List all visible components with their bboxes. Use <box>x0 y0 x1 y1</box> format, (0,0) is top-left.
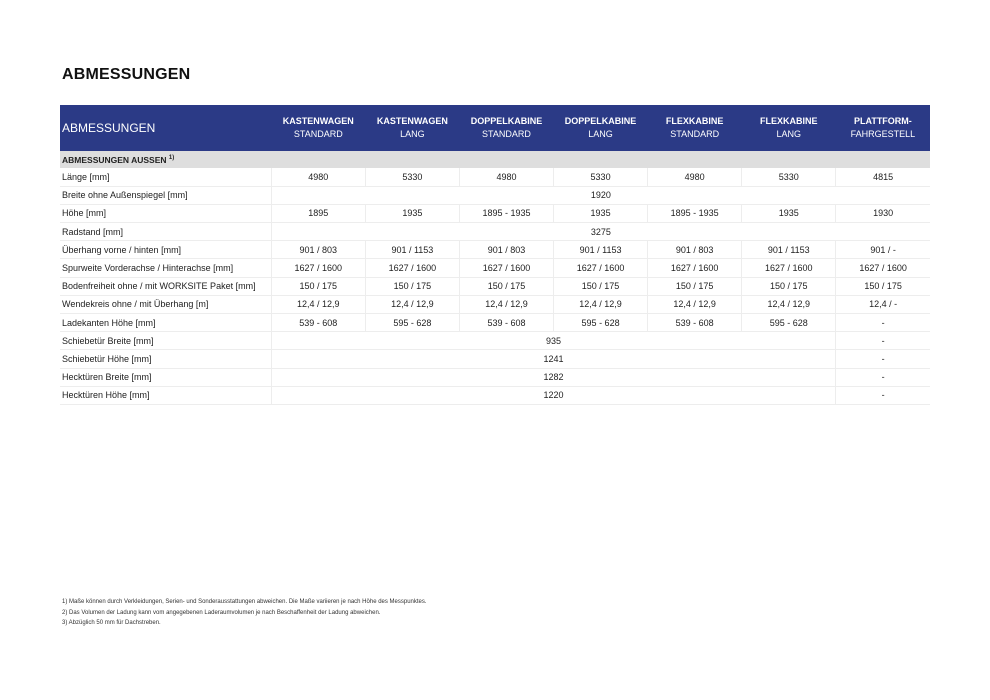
column-header-title: DOPPELKABINE <box>564 116 637 126</box>
section-header <box>60 151 930 168</box>
section-header-label: ABMESSUNGEN AUSSEN <box>62 154 167 165</box>
table-cell: 901 / - <box>836 241 930 259</box>
table-cell: 1241 <box>271 350 836 368</box>
table-cell: 1220 <box>271 386 836 404</box>
table-cell: 150 / 175 <box>648 277 742 295</box>
table-row <box>60 295 930 313</box>
row-label: Schiebetür Breite [mm] <box>60 332 271 350</box>
row-label: Höhe [mm] <box>60 204 271 222</box>
table-row <box>60 332 930 350</box>
column-header <box>742 105 836 151</box>
table-row <box>60 314 930 332</box>
column-header-variant: STANDARD <box>482 129 531 139</box>
table-cell: 1920 <box>271 186 930 204</box>
table-cell: 1895 - 1935 <box>648 204 742 222</box>
row-label: Wendekreis ohne / mit Überhang [m] <box>60 295 271 313</box>
table-cell: 4815 <box>836 168 930 186</box>
table-cell: - <box>836 350 930 368</box>
row-label: Schiebetür Höhe [mm] <box>60 350 271 368</box>
table-cell: 1627 / 1600 <box>648 259 742 277</box>
table-row <box>60 204 930 222</box>
table-cell: 12,4 / 12,9 <box>365 295 459 313</box>
row-label: Hecktüren Breite [mm] <box>60 368 271 386</box>
column-header <box>554 105 648 151</box>
column-header-title: PLATTFORM- <box>853 116 912 126</box>
column-header-title: FLEXKABINE <box>665 116 724 126</box>
table-cell: 901 / 803 <box>459 241 553 259</box>
table-cell: 539 - 608 <box>648 314 742 332</box>
table-cell: 150 / 175 <box>742 277 836 295</box>
row-label: Spurweite Vorderachse / Hinterachse [mm] <box>60 259 271 277</box>
table-cell: 1935 <box>554 204 648 222</box>
dimensions-table <box>60 105 930 405</box>
table-cell: 5330 <box>365 168 459 186</box>
table-cell: 935 <box>271 332 836 350</box>
column-header-title: KASTENWAGEN <box>282 116 354 126</box>
table-cell: 12,4 / 12,9 <box>554 295 648 313</box>
table-cell: 1895 - 1935 <box>459 204 553 222</box>
column-header-variant: LANG <box>400 129 425 139</box>
table-cell: - <box>836 368 930 386</box>
table-cell: - <box>836 314 930 332</box>
column-header <box>459 105 553 151</box>
table-cell: 4980 <box>648 168 742 186</box>
table-cell: 1935 <box>365 204 459 222</box>
table-cell: 150 / 175 <box>365 277 459 295</box>
table-cell: 5330 <box>742 168 836 186</box>
table-cell: 1627 / 1600 <box>836 259 930 277</box>
table-row <box>60 368 930 386</box>
column-header-variant: STANDARD <box>670 129 720 139</box>
table-cell: 901 / 1153 <box>554 241 648 259</box>
row-label: Bodenfreiheit ohne / mit WORKSITE Paket [mm] <box>60 277 271 295</box>
table-cell: 1627 / 1600 <box>554 259 648 277</box>
table-cell: 3275 <box>271 223 930 241</box>
footnote: 1) Maße können durch Verkleidungen, Serien- und Sonderausstattungen abweichen. Die Maße variieren je nach Höhe des Messpunktes. <box>62 599 427 605</box>
column-header <box>271 105 365 151</box>
row-label: Radstand [mm] <box>60 223 271 241</box>
column-header <box>365 105 459 151</box>
row-label: Hecktüren Höhe [mm] <box>60 386 271 404</box>
table-cell: 12,4 / 12,9 <box>459 295 553 313</box>
table-cell: 595 - 628 <box>365 314 459 332</box>
table-cell: 1627 / 1600 <box>459 259 553 277</box>
column-header-variant: STANDARD <box>293 129 343 139</box>
page-title: ABMESSUNGEN <box>62 66 191 83</box>
column-header-title: DOPPELKABINE <box>470 116 543 126</box>
table-cell: 12,4 / 12,9 <box>742 295 836 313</box>
table-cell: 150 / 175 <box>271 277 365 295</box>
table-cell: 1935 <box>742 204 836 222</box>
label-column-header: ABMESSUNGEN <box>62 121 156 135</box>
table-cell: 150 / 175 <box>836 277 930 295</box>
column-header-title: KASTENWAGEN <box>376 116 448 126</box>
footnote: 3) Abzüglich 50 mm für Dachstreben. <box>62 620 161 626</box>
table-cell: 901 / 1153 <box>742 241 836 259</box>
row-label: Breite ohne Außenspiegel [mm] <box>60 186 271 204</box>
table-cell: 539 - 608 <box>271 314 365 332</box>
table-cell: 12,4 / 12,9 <box>648 295 742 313</box>
table-cell: 4980 <box>459 168 553 186</box>
column-header-variant: LANG <box>588 129 613 139</box>
table-row <box>60 350 930 368</box>
table-cell: - <box>836 386 930 404</box>
table-row <box>60 168 930 186</box>
table-cell: - <box>836 332 930 350</box>
table-cell: 595 - 628 <box>742 314 836 332</box>
column-header <box>648 105 742 151</box>
table-row <box>60 223 930 241</box>
table-cell: 539 - 608 <box>459 314 553 332</box>
row-label: Ladekanten Höhe [mm] <box>60 314 271 332</box>
table-cell: 901 / 1153 <box>365 241 459 259</box>
table-row <box>60 386 930 404</box>
column-header-variant: LANG <box>776 129 801 139</box>
table-row <box>60 186 930 204</box>
table-row <box>60 259 930 277</box>
table-cell: 1627 / 1600 <box>365 259 459 277</box>
table-cell: 12,4 / - <box>836 295 930 313</box>
table-cell: 12,4 / 12,9 <box>271 295 365 313</box>
row-label: Überhang vorne / hinten [mm] <box>60 241 271 259</box>
table-cell: 1895 <box>271 204 365 222</box>
table-row <box>60 277 930 295</box>
table-cell: 150 / 175 <box>554 277 648 295</box>
table-cell: 150 / 175 <box>459 277 553 295</box>
table-row <box>60 241 930 259</box>
column-header <box>836 105 930 151</box>
section-footnote-ref: 1) <box>168 154 175 161</box>
table-cell: 595 - 628 <box>554 314 648 332</box>
column-header-title: FLEXKABINE <box>759 116 818 126</box>
table-cell: 1282 <box>271 368 836 386</box>
table-cell: 1627 / 1600 <box>742 259 836 277</box>
table-cell: 1930 <box>836 204 930 222</box>
table-cell: 5330 <box>554 168 648 186</box>
footnote: 2) Das Volumen der Ladung kann vom angegebenen Laderaumvolumen je nach Beschaffenheit der Ladung abweichen. <box>62 609 381 616</box>
table-header-row <box>60 105 930 151</box>
footnotes <box>62 597 427 629</box>
section-header-row <box>60 151 930 168</box>
table-cell: 901 / 803 <box>271 241 365 259</box>
table-cell: 4980 <box>271 168 365 186</box>
table-cell: 901 / 803 <box>648 241 742 259</box>
column-header-variant: FAHRGESTELL <box>850 129 916 139</box>
row-label: Länge [mm] <box>60 168 271 186</box>
table-cell: 1627 / 1600 <box>271 259 365 277</box>
